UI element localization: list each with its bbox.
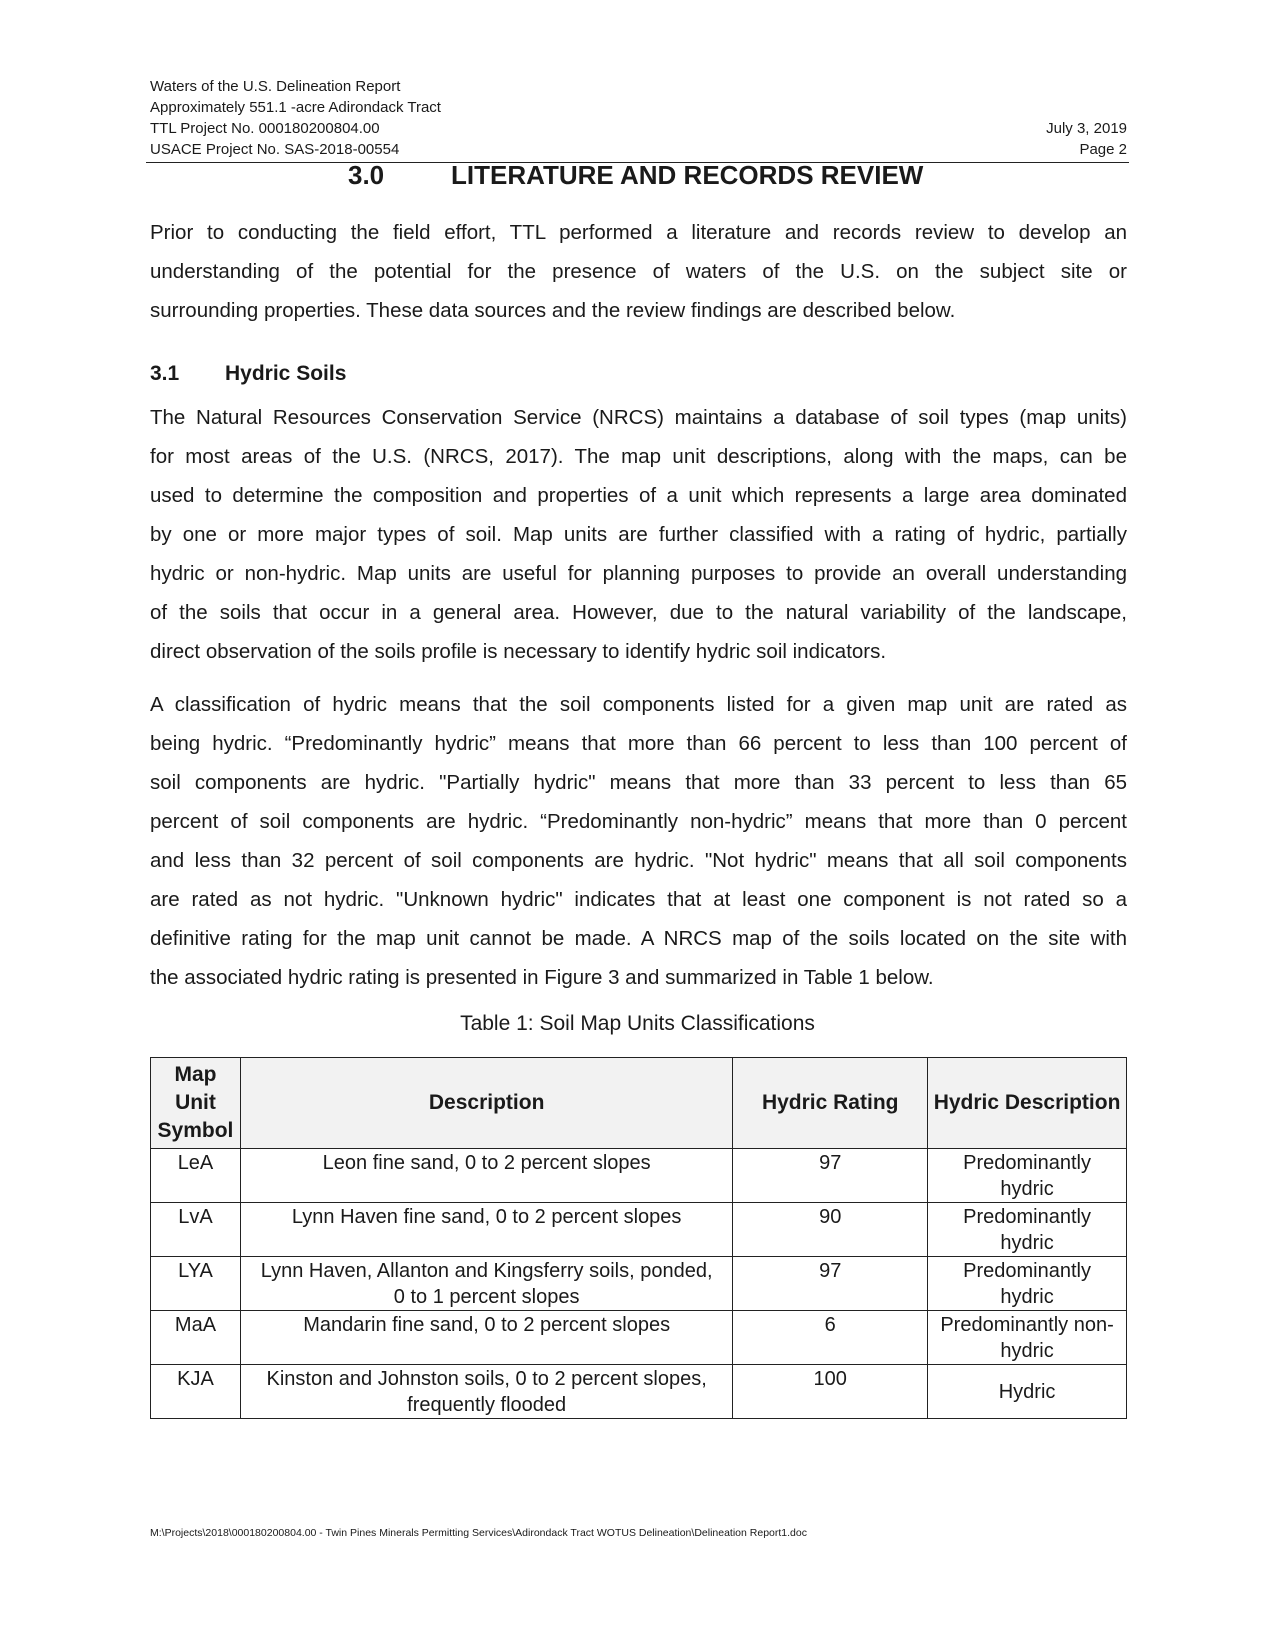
table-row xyxy=(151,1257,1127,1311)
table-row xyxy=(151,1365,1127,1419)
text-line: for most areas of the U.S. (NRCS, 2017). The map unit descriptions, along with the maps, can be xyxy=(150,445,1127,468)
hydric-description-line: hydric xyxy=(1000,1286,1054,1308)
classification-paragraph xyxy=(150,685,1127,997)
text-line: The Natural Resources Conservation Service (NRCS) maintains a database of soil types (map units) xyxy=(150,406,1127,429)
cell-rating: 90 xyxy=(733,1203,928,1257)
hydric-description-line: hydric xyxy=(1000,1232,1054,1254)
text-line: used to determine the composition and properties of a unit which represents a large area dominated xyxy=(150,484,1127,507)
cell-hydric-description xyxy=(928,1149,1127,1203)
header-hydric-description: Hydric Description xyxy=(928,1058,1127,1149)
text-line: percent of soil components are hydric. “Predominantly non-hydric” means that more than 0 percent xyxy=(150,810,1127,833)
page-number: Page 2 xyxy=(1079,141,1127,158)
subsection-heading xyxy=(150,362,347,386)
table-caption: Table 1: Soil Map Units Classifications xyxy=(460,1012,815,1035)
text-line: being hydric. “Predominantly hydric” means that more than 66 percent to less than 100 percent of xyxy=(150,732,1127,755)
text-line: understanding of the potential for the presence of waters of the U.S. on the subject site or xyxy=(150,260,1127,283)
text-line: Prior to conducting the field effort, TTL performed a literature and records review to develop an xyxy=(150,221,1127,244)
report-title: Waters of the U.S. Delineation Report xyxy=(150,78,401,95)
cell-description xyxy=(240,1257,732,1311)
nrcs-paragraph xyxy=(150,398,1127,671)
cell-description xyxy=(240,1149,732,1203)
cell-symbol: KJA xyxy=(151,1365,241,1419)
file-path-footer: M:\Projects\2018\000180200804.00 - Twin Pines Minerals Permitting Services\Adirondack Tract WOTUS Delineation\Delineation Report1.doc xyxy=(150,1527,807,1539)
hydric-description-line: Predominantly xyxy=(963,1206,1091,1228)
cell-hydric-description xyxy=(928,1257,1127,1311)
hydric-description-line: Predominantly xyxy=(963,1260,1091,1282)
text-line: and less than 32 percent of soil components are hydric. "Not hydric" means that all soil components xyxy=(150,849,1127,872)
cell-rating: 97 xyxy=(733,1149,928,1203)
description-line: Mandarin fine sand, 0 to 2 percent slopes xyxy=(303,1314,671,1336)
cell-description xyxy=(240,1203,732,1257)
description-line: Kinston and Johnston soils, 0 to 2 percent slopes, xyxy=(266,1368,707,1390)
description-line: Lynn Haven fine sand, 0 to 2 percent slopes xyxy=(291,1206,682,1228)
text-line: are rated as not hydric. "Unknown hydric" indicates that at least one component is not rated so a xyxy=(150,888,1127,911)
cell-rating: 100 xyxy=(733,1365,928,1419)
cell-rating: 97 xyxy=(733,1257,928,1311)
intro-paragraph xyxy=(150,213,1127,330)
description-line: frequently flooded xyxy=(407,1394,567,1416)
text-line: by one or more major types of soil. Map units are further classified with a rating of hydric, partially xyxy=(150,523,1127,546)
header-symbol-line: Symbol xyxy=(157,1119,234,1142)
cell-rating: 6 xyxy=(733,1311,928,1365)
text-line: the associated hydric rating is presented in Figure 3 and summarized in Table 1 below. xyxy=(150,966,934,989)
table-row xyxy=(151,1311,1127,1365)
header-map-unit-symbol xyxy=(151,1058,241,1149)
hydric-description-line: hydric xyxy=(1000,1340,1054,1362)
header-description: Description xyxy=(240,1058,732,1149)
ttl-project-number: TTL Project No. 000180200804.00 xyxy=(150,120,380,137)
cell-symbol: MaA xyxy=(151,1311,241,1365)
hydric-description-line: hydric xyxy=(1000,1178,1054,1200)
cell-hydric-description xyxy=(928,1311,1127,1365)
soil-map-units-table xyxy=(150,1057,1127,1419)
usace-project-number: USACE Project No. SAS-2018-00554 xyxy=(150,141,400,158)
report-date: July 3, 2019 xyxy=(1046,120,1127,137)
cell-description xyxy=(240,1365,732,1419)
text-line: soil components are hydric. "Partially hydric" means that more than 33 percent to less than 65 xyxy=(150,771,1127,794)
table-row xyxy=(151,1203,1127,1257)
text-line: hydric or non-hydric. Map units are useful for planning purposes to provide an overall understanding xyxy=(150,562,1127,585)
cell-hydric-description xyxy=(928,1365,1127,1419)
cell-description xyxy=(240,1311,732,1365)
header-symbol-line: Unit xyxy=(175,1091,216,1114)
table-header-row xyxy=(151,1058,1127,1149)
section-number: 3.0 xyxy=(348,160,385,190)
subsection-number: 3.1 xyxy=(150,362,180,385)
cell-symbol: LeA xyxy=(151,1149,241,1203)
section-title: LITERATURE AND RECORDS REVIEW xyxy=(451,160,924,190)
table-row xyxy=(151,1149,1127,1203)
subsection-title: Hydric Soils xyxy=(225,362,347,385)
text-line: definitive rating for the map unit cannot be made. A NRCS map of the soils located on the site with xyxy=(150,927,1127,950)
text-line: direct observation of the soils profile is necessary to identify hydric soil indicators. xyxy=(150,640,887,663)
cell-symbol: LvA xyxy=(151,1203,241,1257)
header-symbol-line: Map xyxy=(174,1063,217,1086)
hydric-description-line: Predominantly non- xyxy=(940,1314,1114,1336)
hydric-description-line: Hydric xyxy=(998,1381,1056,1403)
header-hydric-rating: Hydric Rating xyxy=(733,1058,928,1149)
cell-hydric-description xyxy=(928,1203,1127,1257)
description-line: Lynn Haven, Allanton and Kingsferry soils, ponded, xyxy=(260,1260,713,1282)
text-line: of the soils that occur in a general area. However, due to the natural variability of the landscape, xyxy=(150,601,1127,624)
hydric-description-line: Predominantly xyxy=(963,1152,1091,1174)
description-line: 0 to 1 percent slopes xyxy=(393,1286,580,1308)
page-header xyxy=(150,76,1127,160)
description-line: Leon fine sand, 0 to 2 percent slopes xyxy=(322,1152,651,1174)
text-line: surrounding properties. These data sources and the review findings are described below. xyxy=(150,299,956,322)
text-line: A classification of hydric means that the soil components listed for a given map unit are rated as xyxy=(150,693,1127,716)
cell-symbol: LYA xyxy=(151,1257,241,1311)
tract-name: Approximately 551.1 -acre Adirondack Tract xyxy=(150,99,441,116)
